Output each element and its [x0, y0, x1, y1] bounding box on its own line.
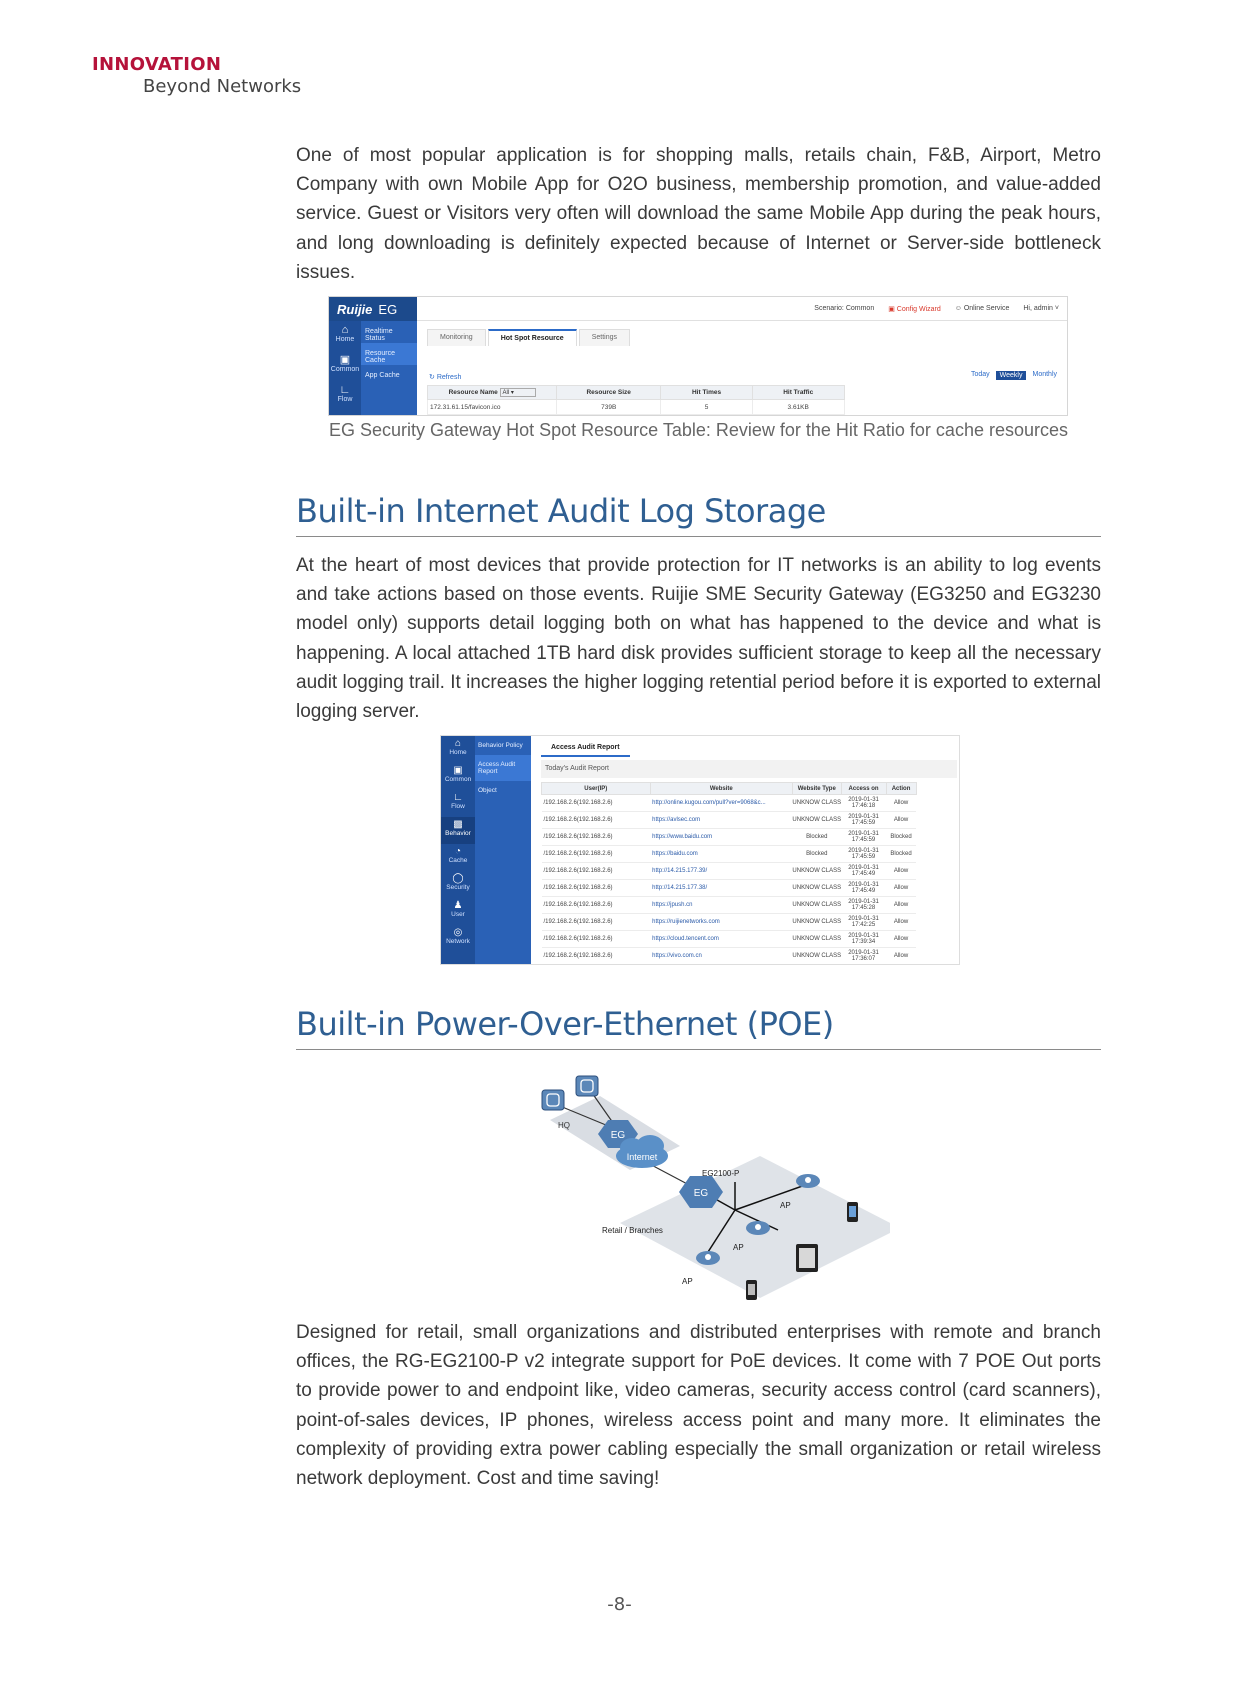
- side-item-user[interactable]: ♟ User: [441, 898, 475, 925]
- col-resource-name: Resource Name All ▾: [428, 386, 557, 400]
- tab-access-audit-report[interactable]: Access Audit Report: [541, 740, 630, 757]
- user-icon: ♟: [453, 900, 463, 911]
- col-access-on: Access on: [841, 783, 886, 795]
- website-link[interactable]: http://14.215.177.38/: [650, 880, 792, 897]
- side-item-common[interactable]: ▣ Common: [330, 354, 360, 373]
- side-item-home[interactable]: ⌂ Home: [441, 736, 475, 763]
- server-icon: [542, 1090, 564, 1110]
- table-row: 172.31.61.15/favicon.ico 739B 5 3.61KB: [428, 400, 845, 415]
- hq-eg-label: EG: [610, 1130, 626, 1141]
- table-row: /192.168.2.6(192.168.2.6) https://cloud.tencent.com UNKNOW CLASS 2019-01-31 17:39:34 Allow: [542, 931, 917, 948]
- col-website-type: Website Type: [792, 783, 841, 795]
- sub-item-object[interactable]: Object: [478, 787, 497, 794]
- refresh-button[interactable]: ↻ Refresh: [429, 374, 462, 381]
- table-row: /192.168.2.6(192.168.2.6) https://baidu.com Blocked 2019-01-31 17:45:59 Blocked: [542, 846, 917, 863]
- side-item-flow[interactable]: ∟ Flow: [441, 790, 475, 817]
- table-row: /192.168.2.6(192.168.2.6) http://14.215.177.39/ UNKNOW CLASS 2019-01-31 17:45:49 Allow: [542, 863, 917, 880]
- table-row: /192.168.2.6(192.168.2.6) http://14.215.177.38/ UNKNOW CLASS 2019-01-31 17:45:49 Allow: [542, 880, 917, 897]
- website-link[interactable]: https://baidu.com: [650, 846, 792, 863]
- website-link[interactable]: https://vivo.com.cn: [650, 948, 792, 965]
- website-link[interactable]: https://www.baidu.com: [650, 829, 792, 846]
- table-row: /192.168.2.6(192.168.2.6) http://online.kugou.com/pull?ver=9068&c... UNKNOW CLASS 2019-01-31 17:46:18 Allow: [542, 795, 917, 812]
- main-panel: [531, 736, 959, 964]
- refresh-icon: ↻: [429, 374, 435, 381]
- brand-line1: INNOVATION: [92, 54, 222, 75]
- home-icon: ⌂: [454, 738, 462, 749]
- chart-icon: ∟: [453, 792, 463, 803]
- side-item-flow[interactable]: ∟ Flow: [329, 381, 361, 411]
- side-item-cache[interactable]: ◔ Cache: [441, 844, 475, 871]
- side-nav: [441, 736, 475, 964]
- sub-item-resource-cache[interactable]: Resource Cache: [361, 343, 417, 365]
- hq-label: HQ: [558, 1121, 570, 1130]
- side-item-behavior[interactable]: ▩ Behavior: [441, 817, 475, 844]
- scenario-label: Scenario: Common: [814, 305, 875, 312]
- range-today[interactable]: Today: [970, 371, 990, 378]
- table-row: /192.168.2.6(192.168.2.6) https://vivo.com.cn UNKNOW CLASS 2019-01-31 17:36:07 Allow: [542, 948, 917, 965]
- audit-table: [541, 782, 917, 965]
- range-selector: [971, 371, 1057, 380]
- sub-nav: [475, 736, 531, 964]
- sub-item-access-audit-report[interactable]: Access Audit Report: [475, 755, 531, 781]
- sub-item-realtime-status[interactable]: Realtime Status: [365, 328, 393, 342]
- home-icon: ⌂: [341, 324, 349, 336]
- col-user-ip: User(IP): [542, 783, 651, 795]
- table-row: /192.168.2.6(192.168.2.6) https://www.baidu.com Blocked 2019-01-31 17:45:59 Blocked: [542, 829, 917, 846]
- branch-eg-label: EG: [693, 1188, 709, 1199]
- ruijie-logo: Ruijie EG: [329, 297, 417, 321]
- tab-hot-spot-resource[interactable]: Hot Spot Resource: [488, 329, 577, 346]
- table-row: /192.168.2.6(192.168.2.6) https://ruijienetworks.com UNKNOW CLASS 2019-01-31 17:42:25 Allow: [542, 914, 917, 931]
- server-icon: [576, 1076, 598, 1096]
- page-number: -8-: [607, 1594, 632, 1615]
- side-item-security[interactable]: ◯ Security: [441, 871, 475, 898]
- access-point-icon: [746, 1221, 770, 1235]
- branch-label: Retail / Branches: [602, 1226, 663, 1235]
- website-link[interactable]: https://avlsec.com: [650, 812, 792, 829]
- table-row: [428, 415, 845, 417]
- website-link[interactable]: http://online.kugou.com/pull?ver=9068&c...: [650, 795, 792, 812]
- online-service-link[interactable]: ☺ Online Service: [954, 305, 1010, 312]
- col-hit-times: Hit Times: [661, 386, 753, 400]
- hot-spot-resource-screenshot: [328, 296, 1068, 416]
- table-row: /192.168.2.6(192.168.2.6) https://jpush.cn UNKNOW CLASS 2019-01-31 17:45:28 Allow: [542, 897, 917, 914]
- ap-label: AP: [780, 1201, 791, 1210]
- figure-caption: EG Security Gateway Hot Spot Resource Table: Review for the Hit Ratio for cache resources: [329, 420, 1068, 440]
- col-action: Action: [886, 783, 916, 795]
- eg2100-label: EG2100-P: [702, 1169, 740, 1178]
- ap-label: AP: [682, 1277, 693, 1286]
- side-item-home[interactable]: ⌂ Home: [329, 321, 361, 351]
- internet-label: Internet: [626, 1152, 658, 1162]
- website-link[interactable]: https://cloud.tencent.com: [650, 931, 792, 948]
- side-item-network[interactable]: ◎ Network: [441, 925, 475, 952]
- chart-icon: ∟: [339, 384, 351, 396]
- section-heading-audit: Built-in Internet Audit Log Storage: [296, 492, 1101, 537]
- briefcase-icon: ▣: [339, 354, 351, 366]
- briefcase-icon: ▣: [453, 765, 463, 776]
- tab-monitoring[interactable]: Monitoring: [427, 329, 486, 346]
- col-website: Website: [650, 783, 792, 795]
- access-point-icon: [796, 1174, 820, 1188]
- audit-paragraph: At the heart of most devices that provide protection for IT networks is an ability to log events and take actions based on those events. Ruijie SME Security Gateway (EG3250 and EG3230 model only) supports detail logging both on what has happened to the device and what is happening. A local attached 1TB hard disk provides sufficient storage to keep all the necessary audit logging trail. It increases the higher logging retential period before it is exported to external logging server.: [296, 555, 1101, 723]
- brand-logo: [92, 54, 301, 98]
- tab-settings[interactable]: Settings: [579, 329, 630, 346]
- website-link[interactable]: https://jpush.cn: [650, 897, 792, 914]
- resource-filter-select[interactable]: All ▾: [500, 388, 536, 397]
- access-audit-screenshot: [440, 735, 960, 965]
- side-item-common[interactable]: ▣ Common: [441, 763, 475, 790]
- access-point-icon: [696, 1251, 720, 1265]
- intro-paragraph: One of most popular application is for shopping malls, retails chain, F&B, Airport, Metro Company with own Mobile App for O2O business, membership promotion, and value-added service. Guest or Visitors very often will download the same Mobile App during the peak hours, and long downloading is definitely expected because of Internet or Server-side bottleneck issues.: [296, 145, 1101, 283]
- brand-line2: Beyond Networks: [143, 76, 302, 97]
- col-hit-traffic: Hit Traffic: [752, 386, 844, 400]
- user-menu[interactable]: Hi, admin ˅: [1023, 305, 1059, 312]
- sub-nav: [361, 321, 417, 415]
- gauge-icon: ◔: [454, 846, 462, 857]
- range-monthly[interactable]: Monthly: [1032, 371, 1057, 378]
- col-resource-size: Resource Size: [557, 386, 661, 400]
- poe-network-diagram: [530, 1068, 890, 1328]
- range-weekly[interactable]: Weekly: [996, 371, 1027, 380]
- section-heading-poe: Built-in Power-Over-Ethernet (POE): [296, 1005, 1101, 1050]
- network-icon: ◎: [453, 927, 463, 938]
- website-link[interactable]: https://ruijienetworks.com: [650, 914, 792, 931]
- ap-label: AP: [733, 1243, 744, 1252]
- table-row: /192.168.2.6(192.168.2.6) https://avlsec.com UNKNOW CLASS 2019-01-31 17:45:59 Allow: [542, 812, 917, 829]
- sub-item-behavior-policy[interactable]: Behavior Policy: [478, 742, 523, 749]
- sub-item-app-cache[interactable]: App Cache: [365, 372, 400, 379]
- resource-table: [427, 385, 845, 416]
- config-wizard-link[interactable]: ▣ Config Wizard: [888, 306, 941, 313]
- side-nav: [329, 321, 361, 415]
- top-bar: [417, 297, 1067, 321]
- report-title: Today's Audit Report: [541, 760, 957, 778]
- website-link[interactable]: http://14.215.177.39/: [650, 863, 792, 880]
- poe-paragraph: Designed for retail, small organizations and distributed enterprises with remote and branch offices, the RG-EG2100-P v2 integrate support for PoE devices. It come with 7 POE Out ports to provide power to and endpoint like, video cameras, security access control (card scanners), point-of-sales devices, IP phones, wireless access point and many more. It eliminates the complexity of providing extra power cabling especially the small organization or retail wireless network deployment. Cost and time saving!: [296, 1322, 1101, 1490]
- behavior-icon: ▩: [453, 819, 463, 830]
- main-panel: [417, 321, 1067, 415]
- shield-icon: ◯: [452, 873, 464, 884]
